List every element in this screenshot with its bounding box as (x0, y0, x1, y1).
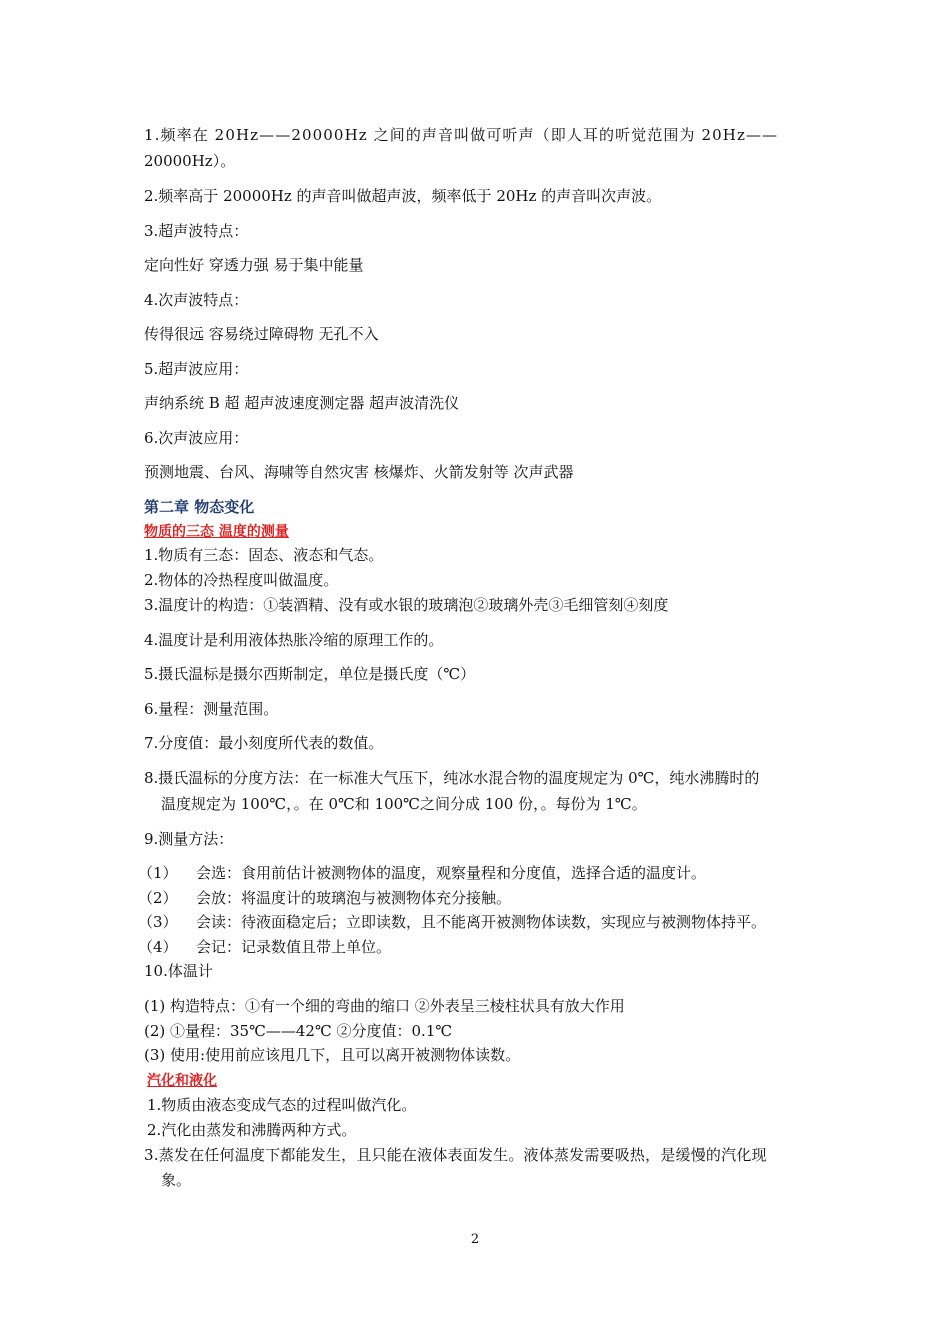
section1-item-1: 1.物质有三态：固态、液态和气态。 (144, 546, 384, 564)
method-item-1 (138, 861, 802, 885)
method-number-3: （3） (138, 913, 178, 931)
section-title-states: 物质的三态 温度的测量 (144, 524, 289, 540)
section1-item-9: 9.测量方法： (144, 830, 234, 848)
section1-item-4: 4.温度计是利用液体热胀冷缩的原理工作的。 (144, 631, 444, 649)
chapter-title: 第二章 物态变化 (144, 498, 255, 516)
section1-item-10: 10.体温计 (144, 962, 213, 980)
method-text-3: 会读：待液面稳定后；立即读数，且不能离开被测物体读数，实现应与被测物体持平。 (196, 913, 767, 931)
method-text-1: 会选：食用前估计被测物体的温度，观察量程和分度值，选择合适的温度计。 (196, 864, 707, 882)
paragraph-3: 3.超声波特点： (144, 222, 249, 240)
method-number-1: （1） (138, 864, 178, 882)
section1-item-8b: 温度规定为 100℃，。在 0℃和 100℃之间分成 100 份，。每份为 1℃。 (161, 795, 647, 813)
paragraph-5-value: 声纳系统 B 超 超声波速度测定器 超声波清洗仪 (144, 394, 460, 412)
page-number: 2 (470, 1232, 480, 1247)
method-item-2 (138, 886, 802, 910)
paragraph-4-value: 传得很远 容易绕过障碍物 无孔不入 (144, 325, 379, 343)
section-title-vaporization: 汽化和液化 (147, 1073, 217, 1089)
paragraph-2: 2.频率高于 20000Hz 的声音叫做超声波，频率低于 20Hz 的声音叫次声波。 (144, 187, 662, 205)
paragraph-6-value: 预测地震、台风、海啸等自然灾害 核爆炸、火箭发射等 次声武器 (144, 463, 574, 481)
method-item-3 (138, 910, 802, 934)
section2-item-3b: 象。 (161, 1171, 192, 1189)
method-text-2: 会放：将温度计的玻璃泡与被测物体充分接触。 (196, 889, 512, 907)
section1-item-6: 6.量程：测量范围。 (144, 700, 279, 718)
method-text-4: 会记：记录数值且带上单位。 (196, 938, 392, 956)
section1-item-3: 3.温度计的构造：①装酒精、没有或水银的玻璃泡②玻璃外壳③毛细管刻④刻度 (144, 596, 669, 614)
paragraph-5: 5.超声波应用： (144, 360, 249, 378)
section1-item-2: 2.物体的冷热程度叫做温度。 (144, 571, 339, 589)
method-item-4 (138, 935, 802, 959)
section1-item-8a: 8.摄氏温标的分度方法：在一标准大气压下，纯冰水混合物的温度规定为 0℃，纯水沸腾时的 (144, 769, 760, 787)
section2-item-3a: 3.蒸发在任何温度下都能发生，且只能在液体表面发生。液体蒸发需要吸热，是缓慢的汽化现 (144, 1146, 767, 1164)
section1-item-5: 5.摄氏温标是摄尔西斯制定，单位是摄氏度（℃） (144, 665, 476, 683)
thermometer-point-3: (3) 使用:使用前应该甩几下，且可以离开被测物体读数。 (144, 1046, 521, 1064)
section-heading-vaporization (147, 1068, 811, 1093)
paragraph-1a: 1.频率在 20Hz——20000Hz 之间的声音叫做可听声（即人耳的听觉范围为 20Hz—— (144, 126, 779, 144)
paragraph-1b: 20000Hz）。 (144, 152, 236, 170)
paragraph-6: 6.次声波应用： (144, 429, 249, 447)
paragraph-4: 4.次声波特点： (144, 291, 249, 309)
paragraph-3-value: 定向性好 穿透力强 易于集中能量 (144, 256, 364, 274)
thermometer-point-1: (1) 构造特点：①有一个细的弯曲的缩口 ②外表呈三棱柱状具有放大作用 (144, 997, 625, 1015)
section2-item-2: 2.汽化由蒸发和沸腾两种方式。 (147, 1121, 357, 1139)
section1-item-7: 7.分度值：最小刻度所代表的数值。 (144, 734, 384, 752)
section-heading-states (144, 519, 808, 544)
section2-item-1: 1.物质由液态变成气态的过程叫做汽化。 (147, 1096, 417, 1114)
method-number-4: （4） (138, 938, 178, 956)
method-number-2: （2） (138, 889, 178, 907)
thermometer-point-2: (2) ①量程：35℃——42℃ ②分度值：0.1℃ (144, 1022, 453, 1040)
